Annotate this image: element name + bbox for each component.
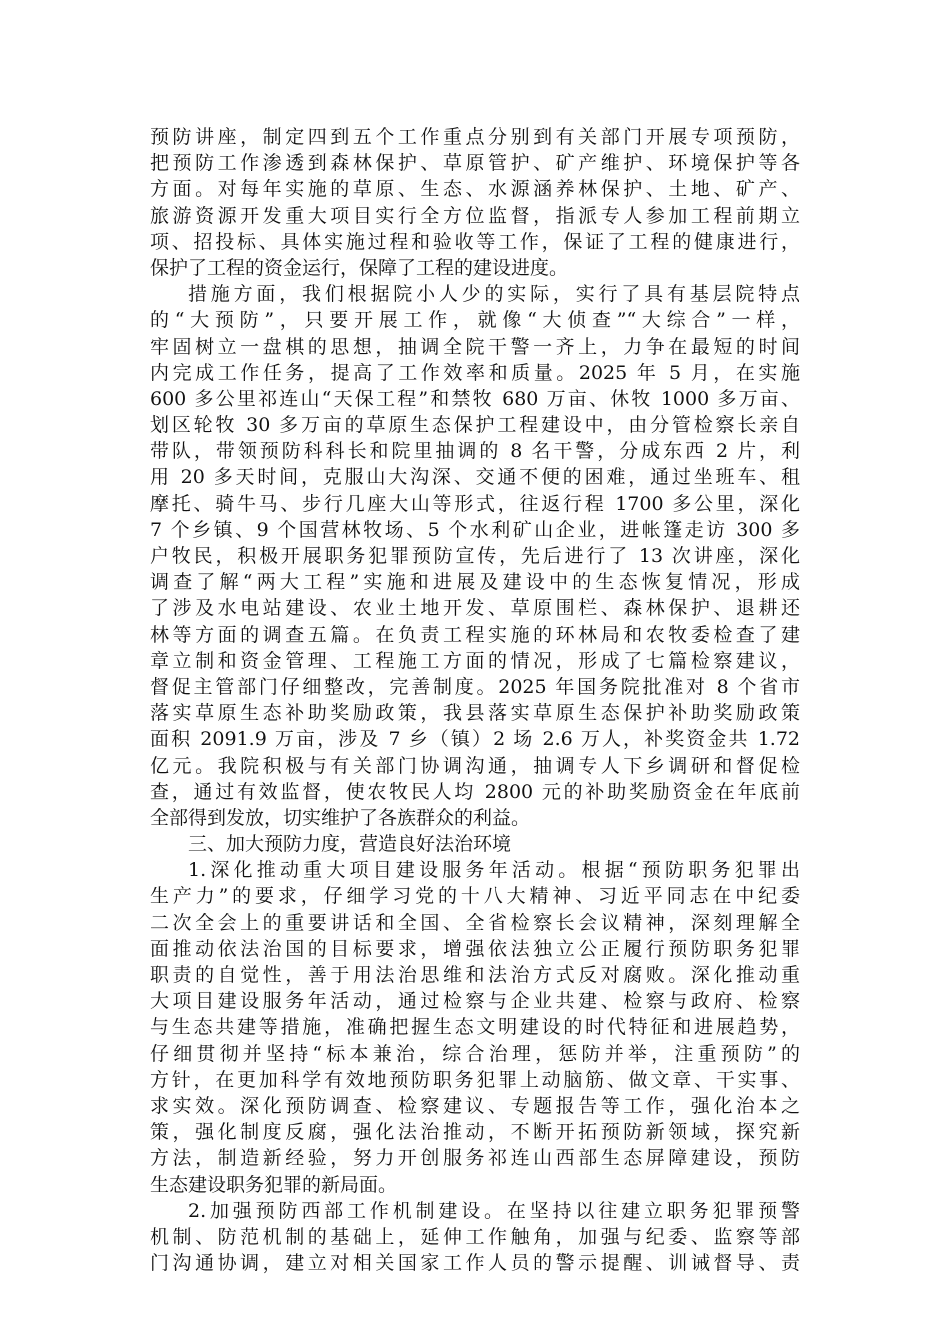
text-line: 保护了工程的资金运行，保障了工程的建设进度。 [150, 256, 569, 279]
text-line: 划区轮牧 30 多万亩的草原生态保护工程建设中，由分管检察长亲自 [150, 414, 800, 437]
text-line: 600 多公里祁连山“天保工程”和禁牧 680 万亩、休牧 1000 多万亩、 [150, 387, 800, 410]
text-line: 用 20 多天时间，克服山大沟深、交通不便的困难，通过坐班车、租 [150, 466, 800, 489]
text-line: 三、加大预防力度，营造良好法治环境 [188, 833, 512, 856]
text-line: 1.深化推动重大项目建设服务年活动。根据“预防职务犯罪出 [188, 859, 800, 882]
text-line: 生产力”的要求，仔细学习党的十八大精神、习近平同志在中纪委 [150, 885, 800, 908]
text-line: 门沟通协调，建立对相关国家工作人员的警示提醒、训诫督导、责 [150, 1252, 800, 1275]
text-line: 与生态共建等措施，准确把握生态文明建设的时代特征和进展趋势， [150, 1016, 800, 1039]
text-line: 面推动依法治国的目标要求，增强依法独立公正履行预防职务犯罪 [150, 937, 800, 960]
text-line: 的“大预防”，只要开展工作，就像“大侦查”“大综合”一样， [150, 309, 800, 332]
text-line: 督促主管部门仔细整改，完善制度。2025 年国务院批准对 8 个省市 [150, 675, 800, 698]
text-line: 求实效。深化预防调查、检察建议、专题报告等工作，强化治本之 [150, 1094, 800, 1117]
text-line: 内完成工作任务，提高了工作效率和质量。2025 年 5 月，在实施 [150, 361, 800, 384]
text-line: 亿元。我院积极与有关部门协调沟通，抽调专人下乡调研和督促检 [150, 754, 800, 777]
text-line: 措施方面，我们根据院小人少的实际，实行了具有基层院特点 [188, 283, 800, 306]
text-line: 生态建设职务犯罪的新局面。 [150, 1173, 398, 1196]
text-line: 方针，在更加科学有效地预防职务犯罪上动脑筋、做文章、干实事、 [150, 1068, 800, 1091]
text-line: 项、招投标、具体实施过程和验收等工作，保证了工程的健康进行， [150, 230, 800, 253]
text-line: 机制、防范机制的基础上，延伸工作触角，加强与纪委、监察等部 [150, 1225, 800, 1248]
text-line: 全部得到发放，切实维护了各族群众的利益。 [150, 806, 531, 829]
text-line: 旅游资源开发重大项目实行全方位监督，指派专人参加工程前期立 [150, 204, 800, 227]
text-line: 方法，制造新经验，努力开创服务祁连山西部生态屏障建设，预防 [150, 1147, 800, 1170]
text-line: 林等方面的调查五篇。在负责工程实施的环林局和农牧委检查了建 [150, 623, 800, 646]
text-line: 把预防工作渗透到森林保护、草原管护、矿产维护、环境保护等各 [150, 152, 800, 175]
text-line: 仔细贯彻并坚持“标本兼治，综合治理，惩防并举，注重预防”的 [150, 1042, 800, 1065]
text-line: 7 个乡镇、9 个国营林牧场、5 个水利矿山企业，进帐篷走访 300 多 [150, 518, 800, 541]
text-line: 策，强化制度反腐，强化法治推动，不断开拓预防新领域，探究新 [150, 1121, 800, 1144]
document-body [150, 124, 800, 1276]
text-line: 调查了解“两大工程”实施和进展及建设中的生态恢复情况，形成 [150, 571, 800, 594]
text-line: 查，通过有效监督，使农牧民人均 2800 元的补助奖励资金在年底前 [150, 780, 800, 803]
text-line: 牢固树立一盘棋的思想，抽调全院干警一齐上，力争在最短的时间 [150, 335, 800, 358]
text-line: 户牧民，积极开展职务犯罪预防宣传，先后进行了 13 次讲座，深化 [150, 545, 800, 567]
text-line: 2.加强预防西部工作机制建设。在坚持以往建立职务犯罪预警 [188, 1199, 800, 1222]
text-line: 摩托、骑牛马、步行几座大山等形式，往返行程 1700 多公里，深化 [150, 492, 800, 515]
text-line: 二次全会上的重要讲话和全国、全省检察长会议精神，深刻理解全 [150, 911, 800, 934]
text-line: 落实草原生态补助奖励政策，我县落实草原生态保护补助奖励政策 [150, 702, 800, 725]
text-line: 预防讲座，制定四到五个工作重点分别到有关部门开展专项预防， [150, 126, 800, 148]
text-line: 了涉及水电站建设、农业土地开发、草原围栏、森林保护、退耕还 [150, 597, 800, 620]
text-line: 面积 2091.9 万亩，涉及 7 乡（镇）2 场 2.6 万人，补奖资金共 1.72 [150, 728, 800, 751]
text-line: 方面。对每年实施的草原、生态、水源涵养林保护、土地、矿产、 [150, 178, 800, 201]
text-line: 章立制和资金管理、工程施工方面的情况，形成了七篇检察建议， [150, 649, 800, 672]
text-line: 职责的自觉性，善于用法治思维和法治方式反对腐败。深化推动重 [150, 964, 800, 986]
text-line: 大项目建设服务年活动，通过检察与企业共建、检察与政府、检察 [150, 990, 800, 1013]
text-line: 带队，带领预防科科长和院里抽调的 8 名干警，分成东西 2 片，利 [150, 440, 800, 463]
